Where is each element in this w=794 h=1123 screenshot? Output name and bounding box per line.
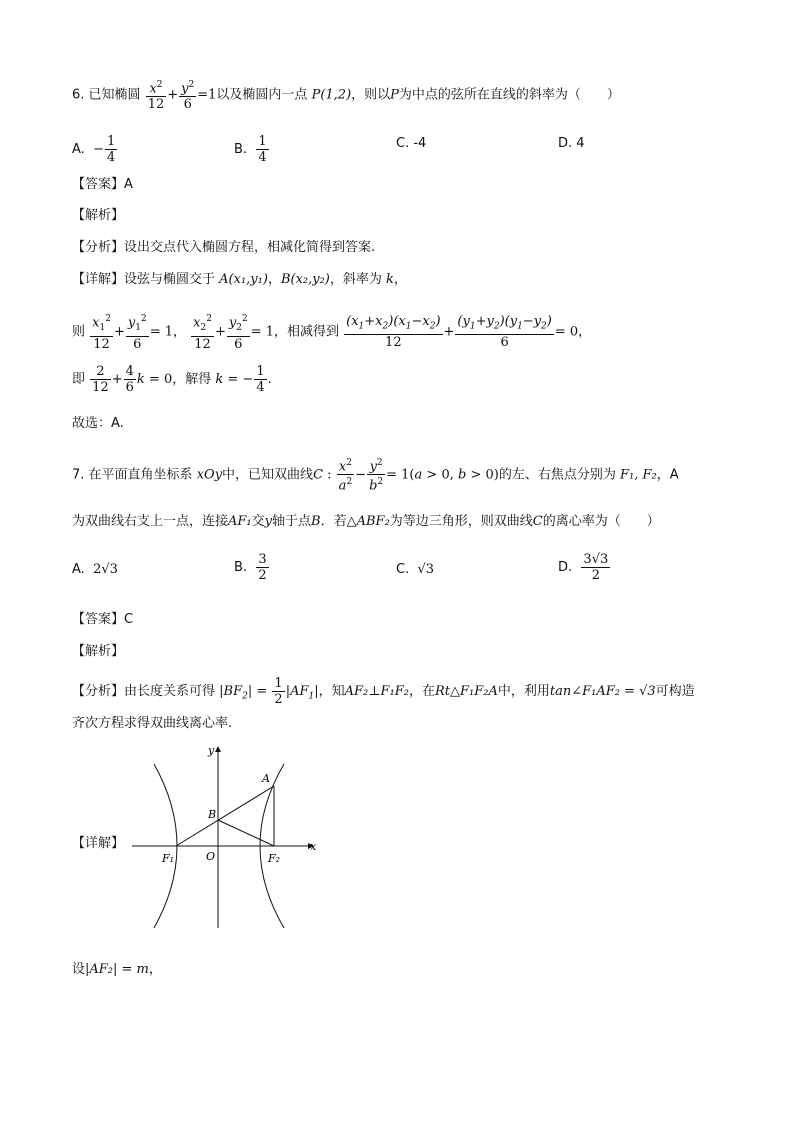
q6-frac-y: $\frac{y^2}{6}$ [181, 80, 195, 113]
q6-frac-x: $\frac{x^2}{12}$ [147, 80, 165, 113]
q7-option-a: A. 2√3 [72, 562, 118, 577]
q6-result: 即 $\frac{2}{12}$ + $\frac{4}{6}$ k = 0，解得 k = − $\frac{1}{4}$ . [72, 364, 272, 395]
q6-option-c: C. -4 [396, 136, 427, 151]
q6-answer: 【答案】A [72, 177, 133, 192]
q6-jiexi: 【解析】 [72, 208, 125, 223]
q6-number: 6. [72, 87, 85, 103]
q7-xiangjie-tag: 【详解】 [72, 836, 125, 851]
q7-fenxi-line2: 齐次方程求得双曲线离心率. [72, 716, 233, 731]
q6-conclusion: 故选：A. [72, 416, 124, 431]
q7-stem: 7. 在平面直角坐标系 xOy中，已知双曲线C : $\frac{x^2}{a^2}$ − $\frac{y^2}{b^2}$ = 1(a > 0, b > 0)的左、右焦点分别为 F₁, F₂，A [72, 458, 679, 494]
label-y: y [208, 744, 215, 757]
q7-number: 7. [72, 467, 85, 483]
label-f1: F₁ [162, 852, 175, 865]
q6-xiangjie: 【详解】设弦与椭圆交于 A(x₁,y₁)，B(x₂,y₂)，斜率为 k， [72, 272, 407, 287]
line-f1-a [176, 786, 274, 846]
q6-fenxi: 【分析】设出交点代入椭圆方程，相减化简得到答案. [72, 240, 376, 255]
hyperbola-figure [128, 742, 324, 930]
label-a: A [262, 772, 270, 785]
q7-option-c: C. √3 [396, 562, 435, 577]
label-b: B [208, 808, 217, 821]
label-f2: F₂ [268, 852, 281, 865]
q7-set-m: 设|AF₂| = m， [72, 962, 162, 977]
label-x: x [310, 840, 317, 853]
q7-answer: 【答案】C [72, 612, 134, 627]
q7-fenxi: 【分析】由长度关系可得 $|BF_2|$ = $\frac{1}{2}$ $|AF_1|$，知AF₂⊥F₁F₂，在Rt△F₁F₂A中，利用tan∠F₁AF₂ = √3可构造 [72, 676, 695, 707]
q7-option-d: D. $\frac{3√3}{2}$ [558, 552, 609, 583]
label-o: O [206, 850, 216, 863]
q7-stem-line2: 为双曲线右支上一点，连接AF₁交y轴于点B．若△ABF₂为等边三角形，则双曲线C的离心率为（ ） [72, 514, 660, 529]
q6-option-b: B. $\frac{1}{4}$ [234, 134, 267, 165]
line-b-f2 [218, 820, 274, 846]
q7-option-b: B. $\frac{3}{2}$ [234, 552, 267, 583]
q7-jiexi: 【解析】 [72, 644, 125, 659]
q6-point: P(1,2) [311, 87, 352, 103]
q6-option-a: A. − $\frac{1}{4}$ [72, 134, 116, 165]
q6-stem: 6. 已知椭圆 $\frac{x^2}{12}$ + $\frac{y^2}{6}$ =1以及椭圆内一点 P(1,2)，则以P为中点的弦所在直线的斜率为（ ） [72, 80, 620, 113]
q6-option-d: D. 4 [558, 136, 585, 151]
q6-equations: 则 $\frac{x_1^2}{12}$ + $\frac{y_1^2}{6}$ = 1， $\frac{x_2^2}{12}$ + $\frac{y_2^2}{6}$ = 1，相减得到 $\frac{(x_1+x_2)(x_1-x_2)}{12}$ + $\frac{(y_1+y_2)(y_1-y_2)}{6}$ = 0， [72, 313, 592, 352]
y-axis-arrow [215, 746, 221, 752]
q6-text: 已知椭圆 [88, 87, 141, 103]
